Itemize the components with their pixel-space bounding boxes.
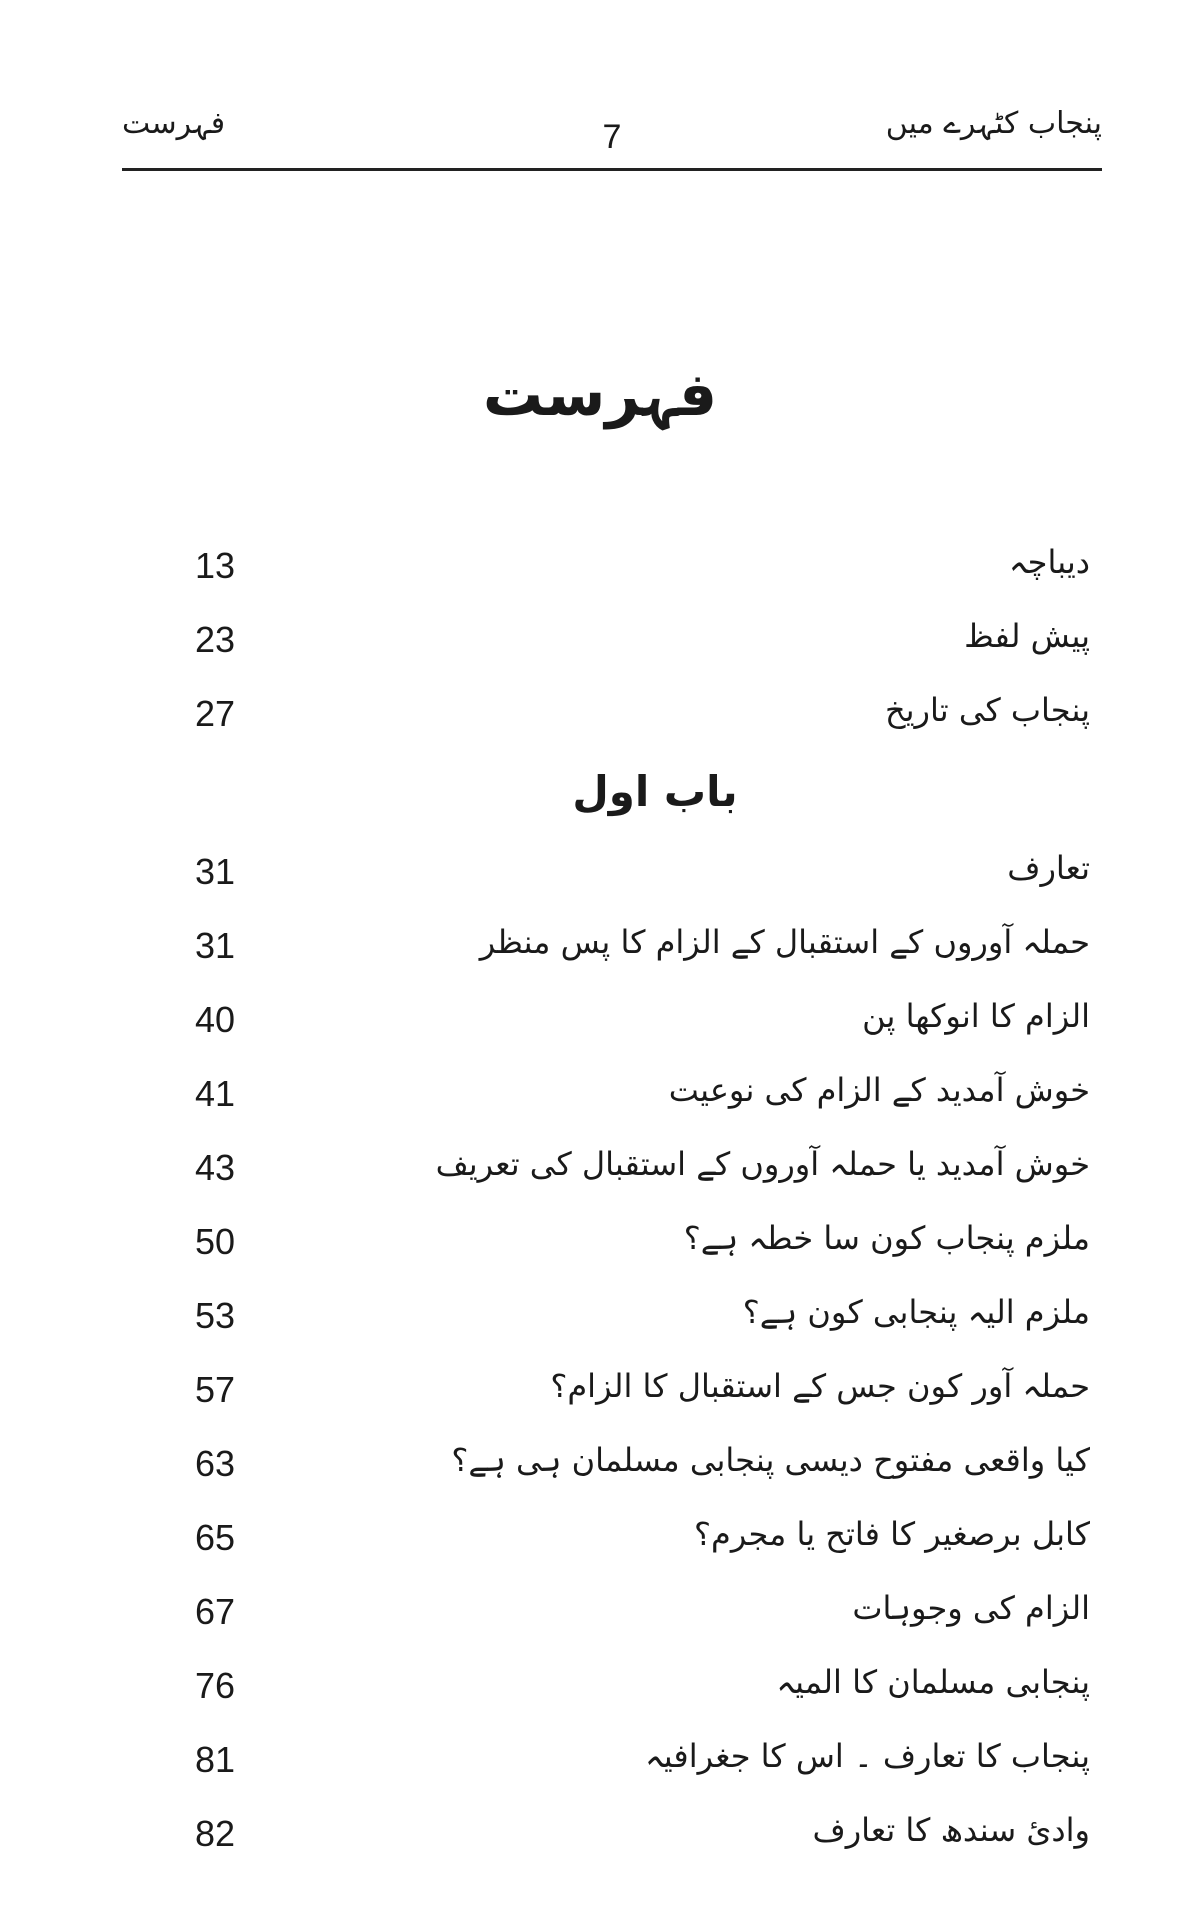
- toc-entry-page-number: 43: [194, 1147, 235, 1188]
- toc-entry-label: خوش آمدید کے الزام کی نوعیت: [668, 1071, 1090, 1109]
- header-page-number: 7: [602, 118, 622, 156]
- toc-entry-page-number: 40: [194, 999, 235, 1040]
- toc-entry[interactable]: [170, 609, 1090, 683]
- toc-entry[interactable]: [170, 1581, 1090, 1655]
- toc-entry-label: پنجابی مسلمان کا المیہ: [776, 1663, 1090, 1701]
- toc-section-heading: [170, 757, 1090, 841]
- toc-entry[interactable]: [170, 1137, 1090, 1211]
- toc-entry[interactable]: [170, 1507, 1090, 1581]
- toc-entry-label: پیش لفظ: [964, 617, 1090, 655]
- toc-entry-label: کیا واقعی مفتوح دیسی پنجابی مسلمان ہی ہے؟: [451, 1441, 1090, 1479]
- toc-entry[interactable]: [170, 683, 1090, 757]
- toc-entry[interactable]: [170, 915, 1090, 989]
- toc-entry-page-number: 41: [194, 1073, 235, 1114]
- header-section-name: فہرست: [122, 106, 226, 141]
- toc-entry-page-number: 63: [194, 1443, 235, 1484]
- toc-entry-label: خوش آمدید یا حملہ آوروں کے استقبال کی تعریف: [435, 1145, 1090, 1183]
- toc-entry[interactable]: [170, 1729, 1090, 1803]
- toc-entry[interactable]: [170, 841, 1090, 915]
- toc-entry[interactable]: [170, 535, 1090, 609]
- toc-entry-label: وادیٔ سندھ کا تعارف: [812, 1811, 1090, 1849]
- toc-entry-label: تعارف: [1007, 849, 1090, 887]
- toc-entry[interactable]: [170, 989, 1090, 1063]
- toc-entry-label: ملزم الیہ پنجابی کون ہے؟: [742, 1293, 1090, 1331]
- table-of-contents: [170, 535, 1090, 1877]
- toc-entry-label: حملہ آور کون جس کے استقبال کا الزام؟: [550, 1367, 1090, 1405]
- page-title: فہرست: [482, 360, 718, 430]
- toc-entry-page-number: 50: [194, 1221, 235, 1262]
- toc-entry-label: ملزم پنجاب کون سا خطہ ہے؟: [683, 1219, 1090, 1257]
- toc-entry[interactable]: [170, 1063, 1090, 1137]
- toc-entry-label: پنجاب کی تاریخ: [884, 691, 1090, 729]
- toc-entry[interactable]: [170, 1655, 1090, 1729]
- toc-entry-page-number: 67: [194, 1591, 235, 1632]
- toc-entry[interactable]: [170, 1803, 1090, 1877]
- section-heading-label: باب اول: [572, 767, 738, 816]
- toc-entry-page-number: 53: [194, 1295, 235, 1336]
- toc-entry[interactable]: [170, 1359, 1090, 1433]
- toc-entry-page-number: 81: [194, 1739, 235, 1780]
- toc-entry-page-number: 31: [194, 851, 235, 892]
- toc-entry-page-number: 13: [194, 545, 235, 586]
- toc-entry-page-number: 31: [194, 925, 235, 966]
- toc-entry-label: دیباچہ: [1008, 543, 1090, 581]
- running-header: [122, 100, 1102, 171]
- toc-entry-label: الزام کا انوکھا پن: [862, 997, 1090, 1035]
- toc-entry-label: پنجاب کا تعارف ۔ اس کا جغرافیہ: [645, 1737, 1090, 1775]
- toc-entry[interactable]: [170, 1285, 1090, 1359]
- toc-entry-page-number: 27: [194, 693, 235, 734]
- toc-entry-page-number: 65: [194, 1517, 235, 1558]
- toc-entry-page-number: 82: [194, 1813, 235, 1854]
- toc-entry[interactable]: [170, 1211, 1090, 1285]
- toc-entry-label: الزام کی وجوہات: [852, 1589, 1090, 1627]
- toc-entry-page-number: 23: [194, 619, 235, 660]
- toc-entry-label: کابل برصغیر کا فاتح یا مجرم؟: [694, 1515, 1090, 1553]
- toc-entry[interactable]: [170, 1433, 1090, 1507]
- toc-entry-page-number: 76: [194, 1665, 235, 1706]
- header-book-title: پنجاب کٹہرے میں: [885, 106, 1102, 141]
- toc-entry-label: حملہ آوروں کے استقبال کے الزام کا پس منظر: [479, 923, 1090, 961]
- toc-entry-page-number: 57: [194, 1369, 235, 1410]
